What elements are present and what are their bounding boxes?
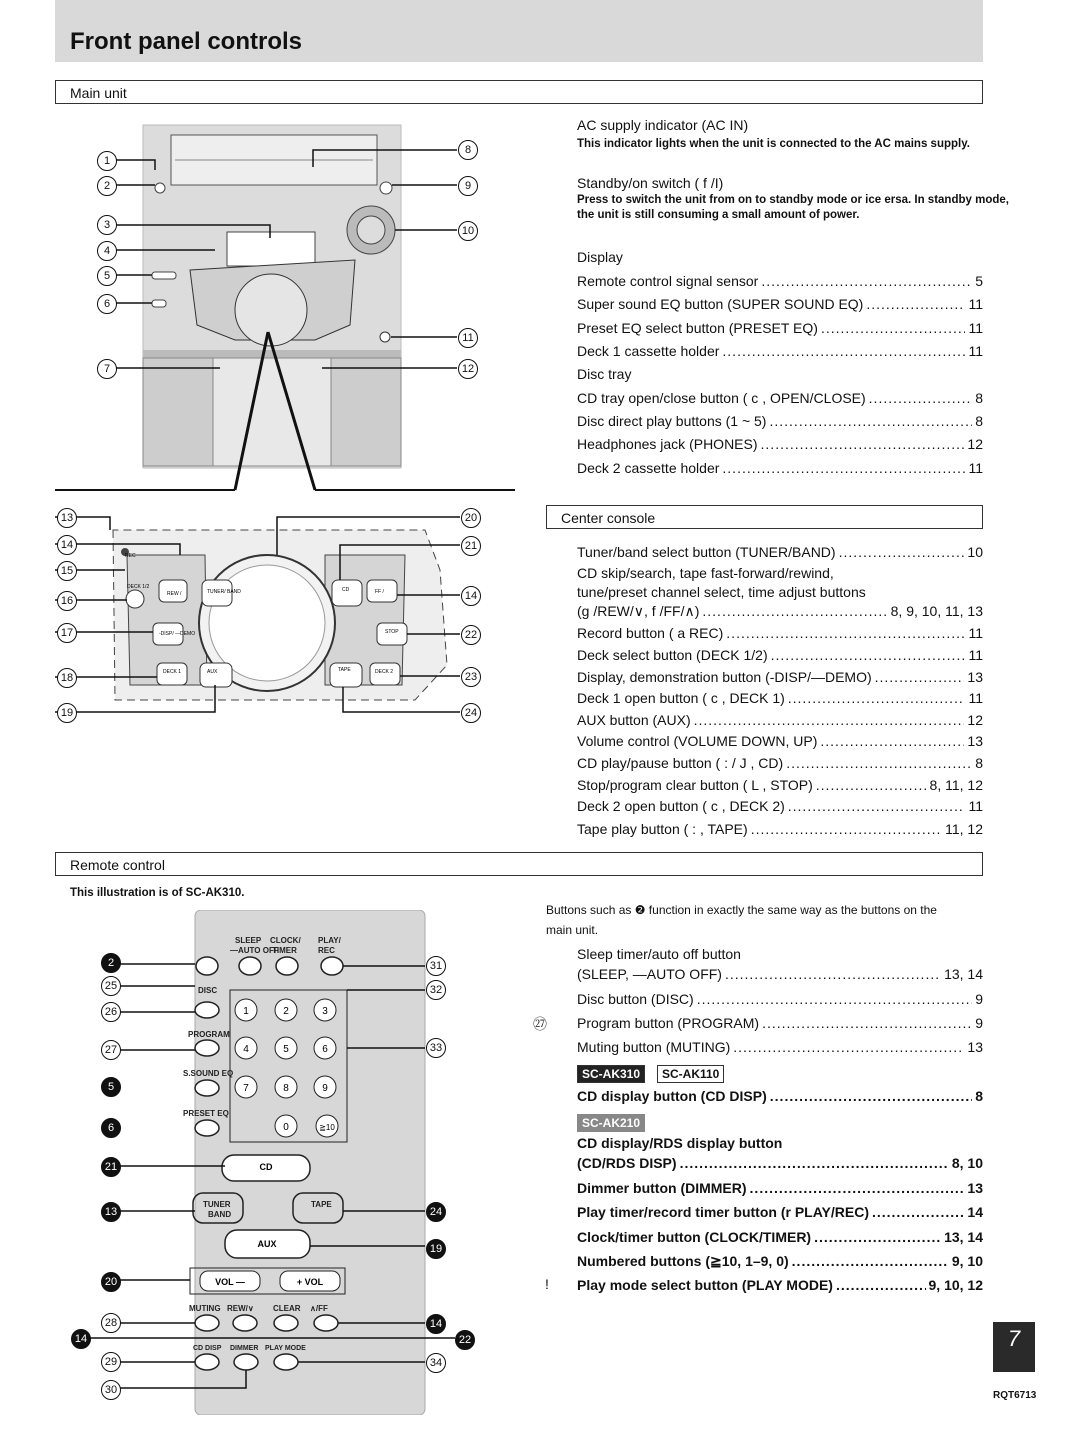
marker-23: 23	[461, 667, 481, 687]
marker-14: 14	[57, 535, 77, 555]
index-row: Disc button (DISC) ..... 9	[577, 990, 983, 1008]
index-row: Deck 1 open button ( c , DECK 1) ..... 11	[577, 689, 983, 707]
unit-disp-label: -DISP/ —DEMO	[159, 631, 196, 637]
marker-r19: 19	[426, 1239, 446, 1259]
remote-dimmer-label: DIMMER	[230, 1345, 259, 1352]
marker-r14: 14	[71, 1329, 91, 1349]
remote-row-sleep: (SLEEP, —AUTO OFF) ..... 13, 14	[577, 965, 983, 983]
index-row: Remote control signal sensor ..... 5	[577, 272, 983, 290]
marker-1: 1	[97, 151, 117, 171]
marker-r24: 24	[426, 1202, 446, 1222]
remote-band-label: BAND	[208, 1210, 232, 1219]
remote-preset-label: PRESET EQ	[183, 1109, 229, 1118]
marker-r22: 22	[455, 1330, 475, 1350]
main-unit-illustration	[55, 100, 515, 495]
index-row: Play mode select button (PLAY MODE) ..... 9, 10, 12	[577, 1276, 983, 1294]
marker-4: 4	[97, 241, 117, 261]
display-label: Display	[577, 249, 623, 265]
rds-line-1: CD display/RDS display button	[577, 1135, 783, 1151]
badge-sc-ak110: SC-AK110	[657, 1065, 724, 1083]
remote-note: Buttons such as ❷ function in exactly the same way as the buttons on the main unit.	[546, 903, 937, 937]
index-row: Display, demonstration button (-DISP/—DEMO) ..... 13	[577, 668, 983, 686]
remote-timer-label: TIMER	[272, 946, 297, 955]
unit-tuner-label: TUNER/ BAND	[207, 589, 241, 595]
remote-num-4: 4	[243, 1044, 249, 1055]
remote-program-label: PROGRAM	[188, 1030, 230, 1039]
index-row: Deck 2 open button ( c , DECK 2) ..... 11	[577, 797, 983, 815]
marker-14b: 14	[461, 586, 481, 606]
section-remote-control: Remote control	[55, 852, 983, 876]
marker-r14b: 14	[426, 1314, 446, 1334]
ac-indicator-note: This indicator lights when the unit is connected to the AC mains supply.	[577, 138, 970, 150]
remote-voldown-label: VOL —	[215, 1277, 245, 1287]
unit-rew-label: REW /	[167, 591, 182, 597]
remote-caption: This illustration is of SC-AK310.	[70, 887, 245, 899]
remote-tape-label: TAPE	[311, 1200, 332, 1209]
standby-switch-label: Standby/on switch ( f /I)	[577, 175, 724, 191]
marker-10: 10	[458, 221, 478, 241]
program-marker: ㉗	[533, 1016, 547, 1032]
marker-8: 8	[458, 140, 478, 160]
marker-18: 18	[57, 668, 77, 688]
exclamation-marker: !	[545, 1276, 549, 1292]
remote-volup-label: + VOL	[296, 1277, 324, 1287]
index-row: Clock/timer button (CLOCK/TIMER) ..... 13, 14	[577, 1228, 983, 1246]
remote-row-rds: (CD/RDS DISP) ..... 8, 10	[577, 1154, 983, 1172]
index-row: Muting button (MUTING) ..... 13	[577, 1038, 983, 1056]
marker-20: 20	[461, 508, 481, 528]
unit-ff-label: FF /	[375, 589, 384, 595]
marker-r2: 2	[101, 953, 121, 973]
remote-num-7: 7	[243, 1083, 249, 1094]
marker-r27: 27	[101, 1040, 121, 1060]
marker-r28: 28	[101, 1313, 121, 1333]
skip-line-2: tune/preset channel select, time adjust buttons	[577, 584, 866, 600]
marker-7: 7	[97, 359, 117, 379]
page-number: 7	[993, 1322, 1035, 1372]
remote-disc-label: DISC	[198, 986, 218, 995]
index-row: Dimmer button (DIMMER) ..... 13	[577, 1179, 983, 1197]
remote-playmode-label: PLAY MODE	[265, 1345, 306, 1352]
page-code: RQT6713	[993, 1390, 1037, 1401]
badge-sc-ak210: SC-AK210	[577, 1114, 645, 1132]
marker-r20: 20	[101, 1272, 121, 1292]
index-row: Deck 1 cassette holder ..... 11	[577, 342, 983, 360]
remote-autooff-label: —AUTO OFF	[230, 946, 279, 955]
marker-r33: 33	[426, 1038, 446, 1058]
index-row: Program button (PROGRAM) ..... 9	[577, 1014, 983, 1032]
unit-rec-label: REC	[125, 553, 136, 559]
marker-17: 17	[57, 623, 77, 643]
marker-9: 9	[458, 176, 478, 196]
marker-r26: 26	[101, 1002, 121, 1022]
center-row-tuner: Tuner/band select button (TUNER/BAND) ..... 10	[577, 543, 983, 561]
ac-indicator-label: AC supply indicator (AC IN)	[577, 117, 749, 133]
remote-row-cd-disp: CD display button (CD DISP) ..... 8	[577, 1087, 983, 1105]
marker-2: 2	[97, 176, 117, 196]
index-row: Numbered buttons (≧10, 1–9, 0) ..... 9, 10	[577, 1252, 983, 1270]
index-row: Deck 2 cassette holder ..... 11	[577, 459, 983, 477]
remote-rew-label: REW/∨	[227, 1304, 254, 1313]
marker-r34: 34	[426, 1353, 446, 1373]
marker-r29: 29	[101, 1352, 121, 1372]
index-row: Headphones jack (PHONES) ..... 12	[577, 435, 983, 453]
remote-rec-label: REC	[318, 946, 335, 955]
remote-num-5: 5	[283, 1044, 289, 1055]
marker-r6: 6	[101, 1118, 121, 1138]
marker-15: 15	[57, 561, 77, 581]
index-row: AUX button (AUX) ..... 12	[577, 711, 983, 729]
index-row: Play timer/record timer button (r PLAY/REC) ..... 14	[577, 1203, 983, 1221]
remote-muting-label: MUTING	[189, 1304, 221, 1313]
marker-11: 11	[458, 328, 478, 348]
section-center-console: Center console	[546, 505, 983, 529]
unit-cd-label: CD	[342, 587, 350, 593]
marker-3: 3	[97, 215, 117, 235]
marker-19: 19	[57, 703, 77, 723]
index-row: Preset EQ select button (PRESET EQ) ..... 11	[577, 319, 983, 337]
remote-num-1: 1	[243, 1006, 249, 1017]
unit-deck2-label: DECK 2	[375, 669, 394, 675]
center-row-skip: (g /REW/∨, f /FF/∧) ..... 8, 9, 10, 11, 13	[577, 602, 983, 620]
unit-stop-label: STOP	[385, 629, 399, 635]
unit-deck1-label: DECK 1	[163, 669, 182, 675]
index-row: Volume control (VOLUME DOWN, UP) ..... 13	[577, 732, 983, 750]
remote-num-8: 8	[283, 1083, 289, 1094]
remote-num-10: ≧10	[319, 1123, 335, 1132]
index-row: Deck select button (DECK 1/2) ..... 11	[577, 646, 983, 664]
index-row: CD play/pause button ( : / J , CD) ..... 8	[577, 754, 983, 772]
sleep-line-1: Sleep timer/auto off button	[577, 946, 741, 962]
remote-play-label: PLAY/	[318, 936, 341, 945]
remote-cd-label: CD	[259, 1162, 273, 1172]
marker-22: 22	[461, 625, 481, 645]
remote-sleep-label: SLEEP	[235, 936, 262, 945]
remote-num-2: 2	[283, 1006, 289, 1017]
marker-21: 21	[461, 536, 481, 556]
index-row: Super sound EQ button (SUPER SOUND EQ) ..... 11	[577, 295, 983, 313]
remote-tuner-label: TUNER	[203, 1200, 231, 1209]
disc-tray-label: Disc tray	[577, 366, 632, 382]
unit-tape-label: TAPE	[338, 667, 351, 673]
index-row: Record button ( a REC) ..... 11	[577, 624, 983, 642]
index-row: Tape play button ( : , TAPE) ..... 11, 12	[577, 820, 983, 838]
marker-6: 6	[97, 294, 117, 314]
remote-clock-label: CLOCK/	[270, 936, 301, 945]
marker-13: 13	[57, 508, 77, 528]
marker-12: 12	[458, 359, 478, 379]
remote-clear-label: CLEAR	[273, 1304, 301, 1313]
marker-16: 16	[57, 591, 77, 611]
unit-deck-label: DECK 1/2	[127, 584, 150, 590]
marker-r25: 25	[101, 976, 121, 996]
index-row: Disc direct play buttons (1 ~ 5) ..... 8	[577, 412, 983, 430]
center-console-illustration	[55, 505, 505, 730]
skip-line-1: CD skip/search, tape fast-forward/rewind,	[577, 565, 834, 581]
remote-num-9: 9	[322, 1083, 328, 1094]
remote-num-6: 6	[322, 1044, 328, 1055]
remote-illustration	[60, 910, 480, 1415]
marker-r13: 13	[101, 1202, 121, 1222]
remote-cddisp-label: CD DISP	[193, 1345, 222, 1352]
marker-r31: 31	[426, 956, 446, 976]
remote-ssound-label: S.SOUND EQ	[183, 1069, 234, 1078]
marker-r30: 30	[101, 1380, 121, 1400]
standby-switch-note: Press to switch the unit from on to standby mode or ice ersa. In standby mode, the unit is still consuming a small amount of power.	[577, 194, 1009, 221]
section-main-unit: Main unit	[55, 80, 983, 104]
marker-24: 24	[461, 703, 481, 723]
marker-r21: 21	[101, 1157, 121, 1177]
index-row: CD tray open/close button ( c , OPEN/CLOSE) ..... 8	[577, 389, 983, 407]
unit-aux-label: AUX	[207, 669, 218, 675]
remote-num-3: 3	[322, 1006, 328, 1017]
remote-num-0: 0	[283, 1122, 289, 1133]
badge-sc-ak310: SC-AK310	[577, 1065, 645, 1083]
index-row: Stop/program clear button ( L , STOP) ..... 8, 11, 12	[577, 776, 983, 794]
page-title: Front panel controls	[70, 28, 303, 55]
remote-ff-label: ∧/FF	[310, 1304, 328, 1313]
marker-r32: 32	[426, 980, 446, 1000]
marker-r5: 5	[101, 1077, 121, 1097]
marker-5: 5	[97, 266, 117, 286]
remote-aux-label: AUX	[257, 1239, 277, 1249]
